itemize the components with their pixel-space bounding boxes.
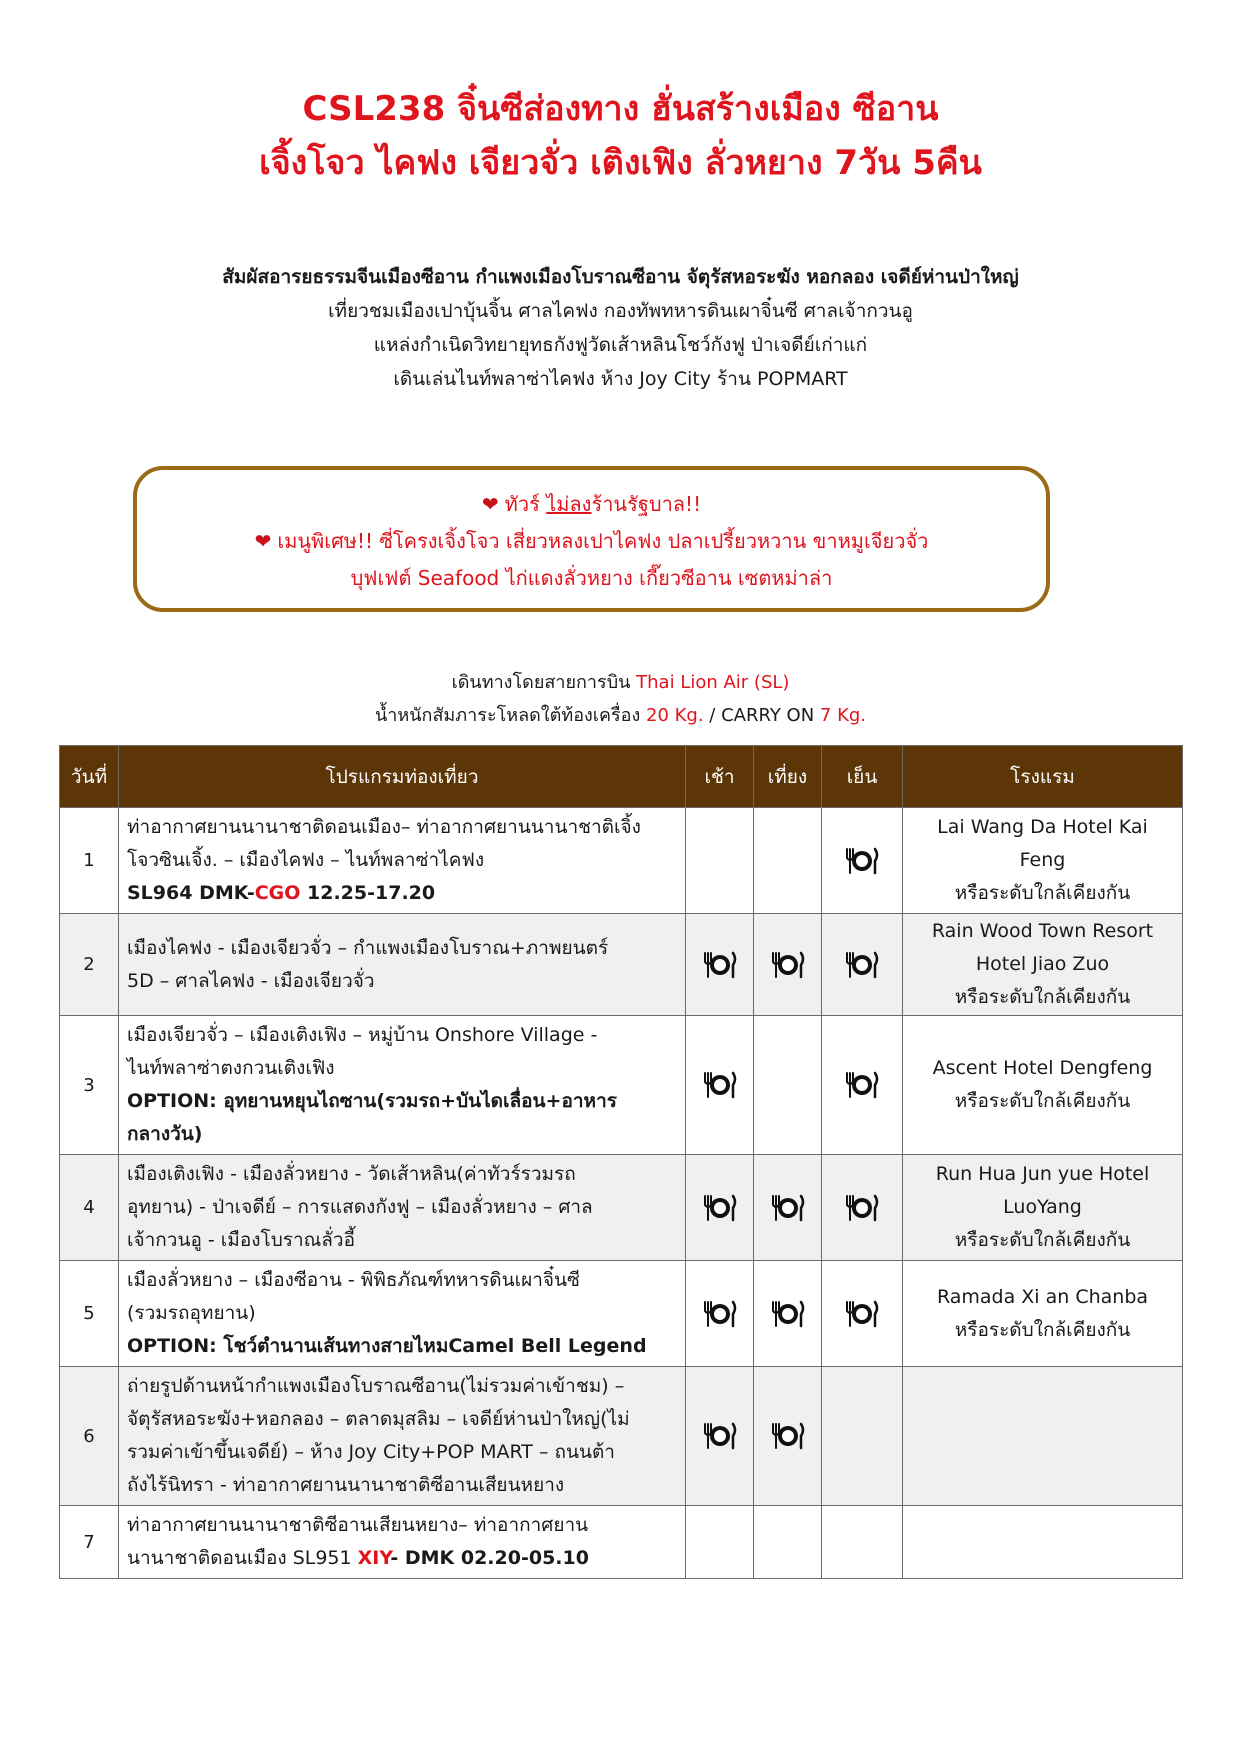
header-hotel: โรงแรม [903,746,1183,808]
hotel-cell [903,914,1183,1016]
hotel-line: Run Hua Jun yue Hotel [935,1163,1150,1185]
carry-on-weight: 7 Kg. [819,705,867,726]
header-dinner: เย็น [822,746,903,808]
header-breakfast: เช้า [686,746,754,808]
intro-section [0,260,1241,396]
plate-cutlery-icon [701,1421,739,1451]
itinerary-table [59,745,1183,1579]
program-line: ท่าอากาศยานนานาชาติซีอานเสียนหยาง– ท่าอากาศยาน [127,1514,589,1536]
plate-cutlery-icon [843,1070,881,1100]
program-line: ถังไร้นิทรา - ท่าอากาศยานนานาชาติซีอานเสียนหยาง [127,1474,565,1496]
hotel-line: Ascent Hotel Dengfeng [932,1057,1153,1079]
program-line: ท่าอากาศยานนานาชาติดอนเมือง– ท่าอากาศยานนานาชาติเจิ้ง [127,816,641,838]
lunch-cell [754,1155,822,1261]
plate-cutlery-icon [701,1193,739,1223]
intro-line: แหล่งกำเนิดวิทยายุทธกังฟูวัดเส้าหลินโชว์กังฟู ป่าเจดีย์เก่าแก่ [373,334,868,356]
table-row [60,1155,1183,1261]
day-cell: 6 [60,1367,119,1506]
program-cell [119,1261,686,1367]
hotel-line: Lai Wang Da Hotel Kai [937,816,1148,838]
program-line: เมืองเจียวจั่ว – เมืองเติงเฟิง – หมู่บ้าน Onshore Village - [127,1024,598,1046]
intro-headline: สัมผัสอารยธรรมจีนเมืองซีอาน กำแพงเมืองโบราณซีอาน จัตุรัสหอระฆัง หอกลอง เจดีย์ห่านป่าใหญ่ [222,266,1019,288]
table-row [60,808,1183,914]
breakfast-cell [686,1367,754,1506]
baggage-line: น้ำหนักสัมภาระโหลดใต้ท้องเครื่อง 20 Kg. / CARRY ON 7 Kg. [374,705,867,726]
header-lunch: เที่ยง [754,746,822,808]
flight-code: XIY [357,1547,391,1569]
hotel-line: Feng [1019,849,1066,871]
hotel-line: หรือระดับใกล้เคียงกัน [954,1318,1131,1341]
dinner-cell [822,1261,903,1367]
plate-cutlery-icon [701,1070,739,1100]
program-line: รวมค่าเข้าขึ้นเจดีย์) – ห้าง Joy City+POP MART – ถนนต้า [127,1441,615,1463]
program-cell [119,808,686,914]
day-cell: 7 [60,1506,119,1579]
plate-cutlery-icon [769,1421,807,1451]
day-cell: 2 [60,914,119,1016]
program-cell [119,1367,686,1506]
lunch-cell [754,1367,822,1506]
plate-cutlery-icon [843,1299,881,1329]
day-cell: 5 [60,1261,119,1367]
day-cell: 1 [60,808,119,914]
table-row [60,1506,1183,1579]
flight-line: นานาชาติดอนเมือง SL951 XIY- DMK 02.20-05.10 [127,1547,589,1569]
plate-cutlery-icon [769,1193,807,1223]
plate-cutlery-icon [843,1193,881,1223]
lunch-cell [754,1506,822,1579]
table-row [60,1261,1183,1367]
plate-cutlery-icon [701,1299,739,1329]
hotel-line: Ramada Xi an Chanba [936,1285,1149,1308]
day-cell: 3 [60,1016,119,1155]
plate-cutlery-icon [701,950,739,980]
breakfast-cell [686,1016,754,1155]
program-line: อุทยาน) - ป่าเจดีย์ – การแสดงกังฟู – เมืองลั่วหยาง – ศาล [127,1196,593,1218]
flight-info [0,666,1241,732]
option-line: กลางวัน) [127,1123,203,1145]
program-line: 5D – ศาลไคฟง - เมืองเจียวจั่ว [127,969,375,992]
program-line: ไนท์พลาซ่าตงกวนเติงเฟิง [127,1057,335,1079]
plate-cutlery-icon [769,950,807,980]
title-line-1: CSL238 จิ๋นซีส่องทาง ฮั่นสร้างเมือง ซีอาน [302,89,939,129]
header-program: โปรแกรมท่องเที่ยว [119,746,686,808]
program-cell [119,914,686,1016]
breakfast-cell [686,808,754,914]
hotel-line: LuoYang [1003,1196,1082,1218]
breakfast-cell [686,914,754,1016]
plate-cutlery-icon [843,950,881,980]
hotel-cell [903,1506,1183,1579]
hotel-cell [903,808,1183,914]
breakfast-cell [686,1155,754,1261]
program-cell [119,1016,686,1155]
lunch-cell [754,1261,822,1367]
dinner-cell [822,808,903,914]
heart-icon: ❤ [254,529,272,553]
program-line: (รวมรถอุทยาน) [127,1302,256,1324]
dinner-cell [822,1016,903,1155]
table-row [60,1016,1183,1155]
title-line-2: เจิ้งโจว ไคฟง เจียวจั่ว เติงเฟิง ลั่วหยาง 7วัน 5คืน [259,143,982,183]
flight-line: SL964 DMK-CGO 12.25-17.20 [127,882,436,904]
program-line: เมืองลั่วหยาง – เมืองซีอาน - พิพิธภัณฑ์ทหารดินเผาจิ๋นซี [127,1269,580,1291]
intro-line: เที่ยวชมเมืองเปาบุ้นจิ้น ศาลไคฟง กองทัพทหารดินเผาจิ๋นซี ศาลเจ้ากวนอู [328,300,913,322]
heart-icon: ❤ [481,492,499,516]
program-line: จัตุรัสหอระฆัง+หอกลอง – ตลาดมุสลิม – เจดีย์ห่านป่าใหญ่(ไม่ [127,1408,630,1430]
airline-line: เดินทางโดยสายการบิน Thai Lion Air (SL) [451,672,790,693]
program-line: โจวซินเจิ้ง. – เมืองไคฟง – ไนท์พลาซ่าไคฟง [127,849,485,871]
hotel-line: หรือระดับใกล้เคียงกัน [954,882,1131,904]
title-block [0,82,1241,190]
lunch-cell [754,808,822,914]
hotel-line: หรือระดับใกล้เคียงกัน [954,986,1131,1008]
table-row [60,1367,1183,1506]
hotel-line: หรือระดับใกล้เคียงกัน [954,1090,1131,1112]
program-cell [119,1506,686,1579]
table-row [60,914,1183,1016]
plate-cutlery-icon [769,1299,807,1329]
program-line: เมืองเติงเฟิง - เมืองลั่วหยาง - วัดเส้าหลิน(ค่าทัวร์รวมรถ [127,1163,576,1185]
option-line: OPTION: โชว์ตำนานเส้นทางสายไหมCamel Bell Legend [127,1335,647,1357]
hotel-cell [903,1016,1183,1155]
header-day: วันที่ [60,746,119,808]
plate-cutlery-icon [843,846,881,876]
airline-name: Thai Lion Air (SL) [636,672,790,693]
highlight-line-2: ❤ เมนูพิเศษ!! ซี่โครงเจิ้งโจว เสี่ยวหลงเปาไคฟง ปลาเปรี้ยวหวาน ขาหมูเจียวจั่ว [254,529,929,553]
lunch-cell [754,914,822,1016]
underlined-text: ไม่ลง [546,492,592,516]
option-line: OPTION: อุทยานหยุนไถซาน(รวมรถ+บันไดเลื่อน+อาหาร [127,1090,617,1112]
breakfast-cell [686,1261,754,1367]
program-line: ถ่ายรูปด้านหน้ากำแพงเมืองโบราณซีอาน(ไม่รวมค่าเข้าชม) – [127,1375,625,1397]
hotel-line: Rain Wood Town Resort [931,920,1154,942]
program-cell [119,1155,686,1261]
checked-weight: 20 Kg. [646,705,704,726]
table-header-row [60,746,1183,808]
breakfast-cell [686,1506,754,1579]
dinner-cell [822,914,903,1016]
highlight-line-1: ❤ ทัวร์ ไม่ลงร้านรัฐบาล!! [481,492,702,516]
intro-line: เดินเล่นไนท์พลาซ่าไคฟง ห้าง Joy City ร้าน POPMART [393,368,848,390]
hotel-cell [903,1261,1183,1367]
highlight-box [133,466,1050,612]
highlight-line-3: บุฟเฟต์ Seafood ไก่แดงลั่วหยาง เกี๊ยวซีอาน เซตหม่าล่า [350,566,833,590]
hotel-line: Hotel Jiao Zuo [975,953,1110,975]
hotel-cell [903,1367,1183,1506]
day-cell: 4 [60,1155,119,1261]
lunch-cell [754,1016,822,1155]
hotel-cell [903,1155,1183,1261]
flight-code: CGO [254,882,301,904]
dinner-cell [822,1367,903,1506]
program-line: เมืองไคฟง - เมืองเจียวจั่ว – กำแพงเมืองโบราณ+ภาพยนตร์ [127,936,609,959]
hotel-line: หรือระดับใกล้เคียงกัน [954,1229,1131,1251]
dinner-cell [822,1506,903,1579]
dinner-cell [822,1155,903,1261]
program-line: เจ้ากวนอู - เมืองโบราณลั่วอี้ [127,1229,355,1251]
